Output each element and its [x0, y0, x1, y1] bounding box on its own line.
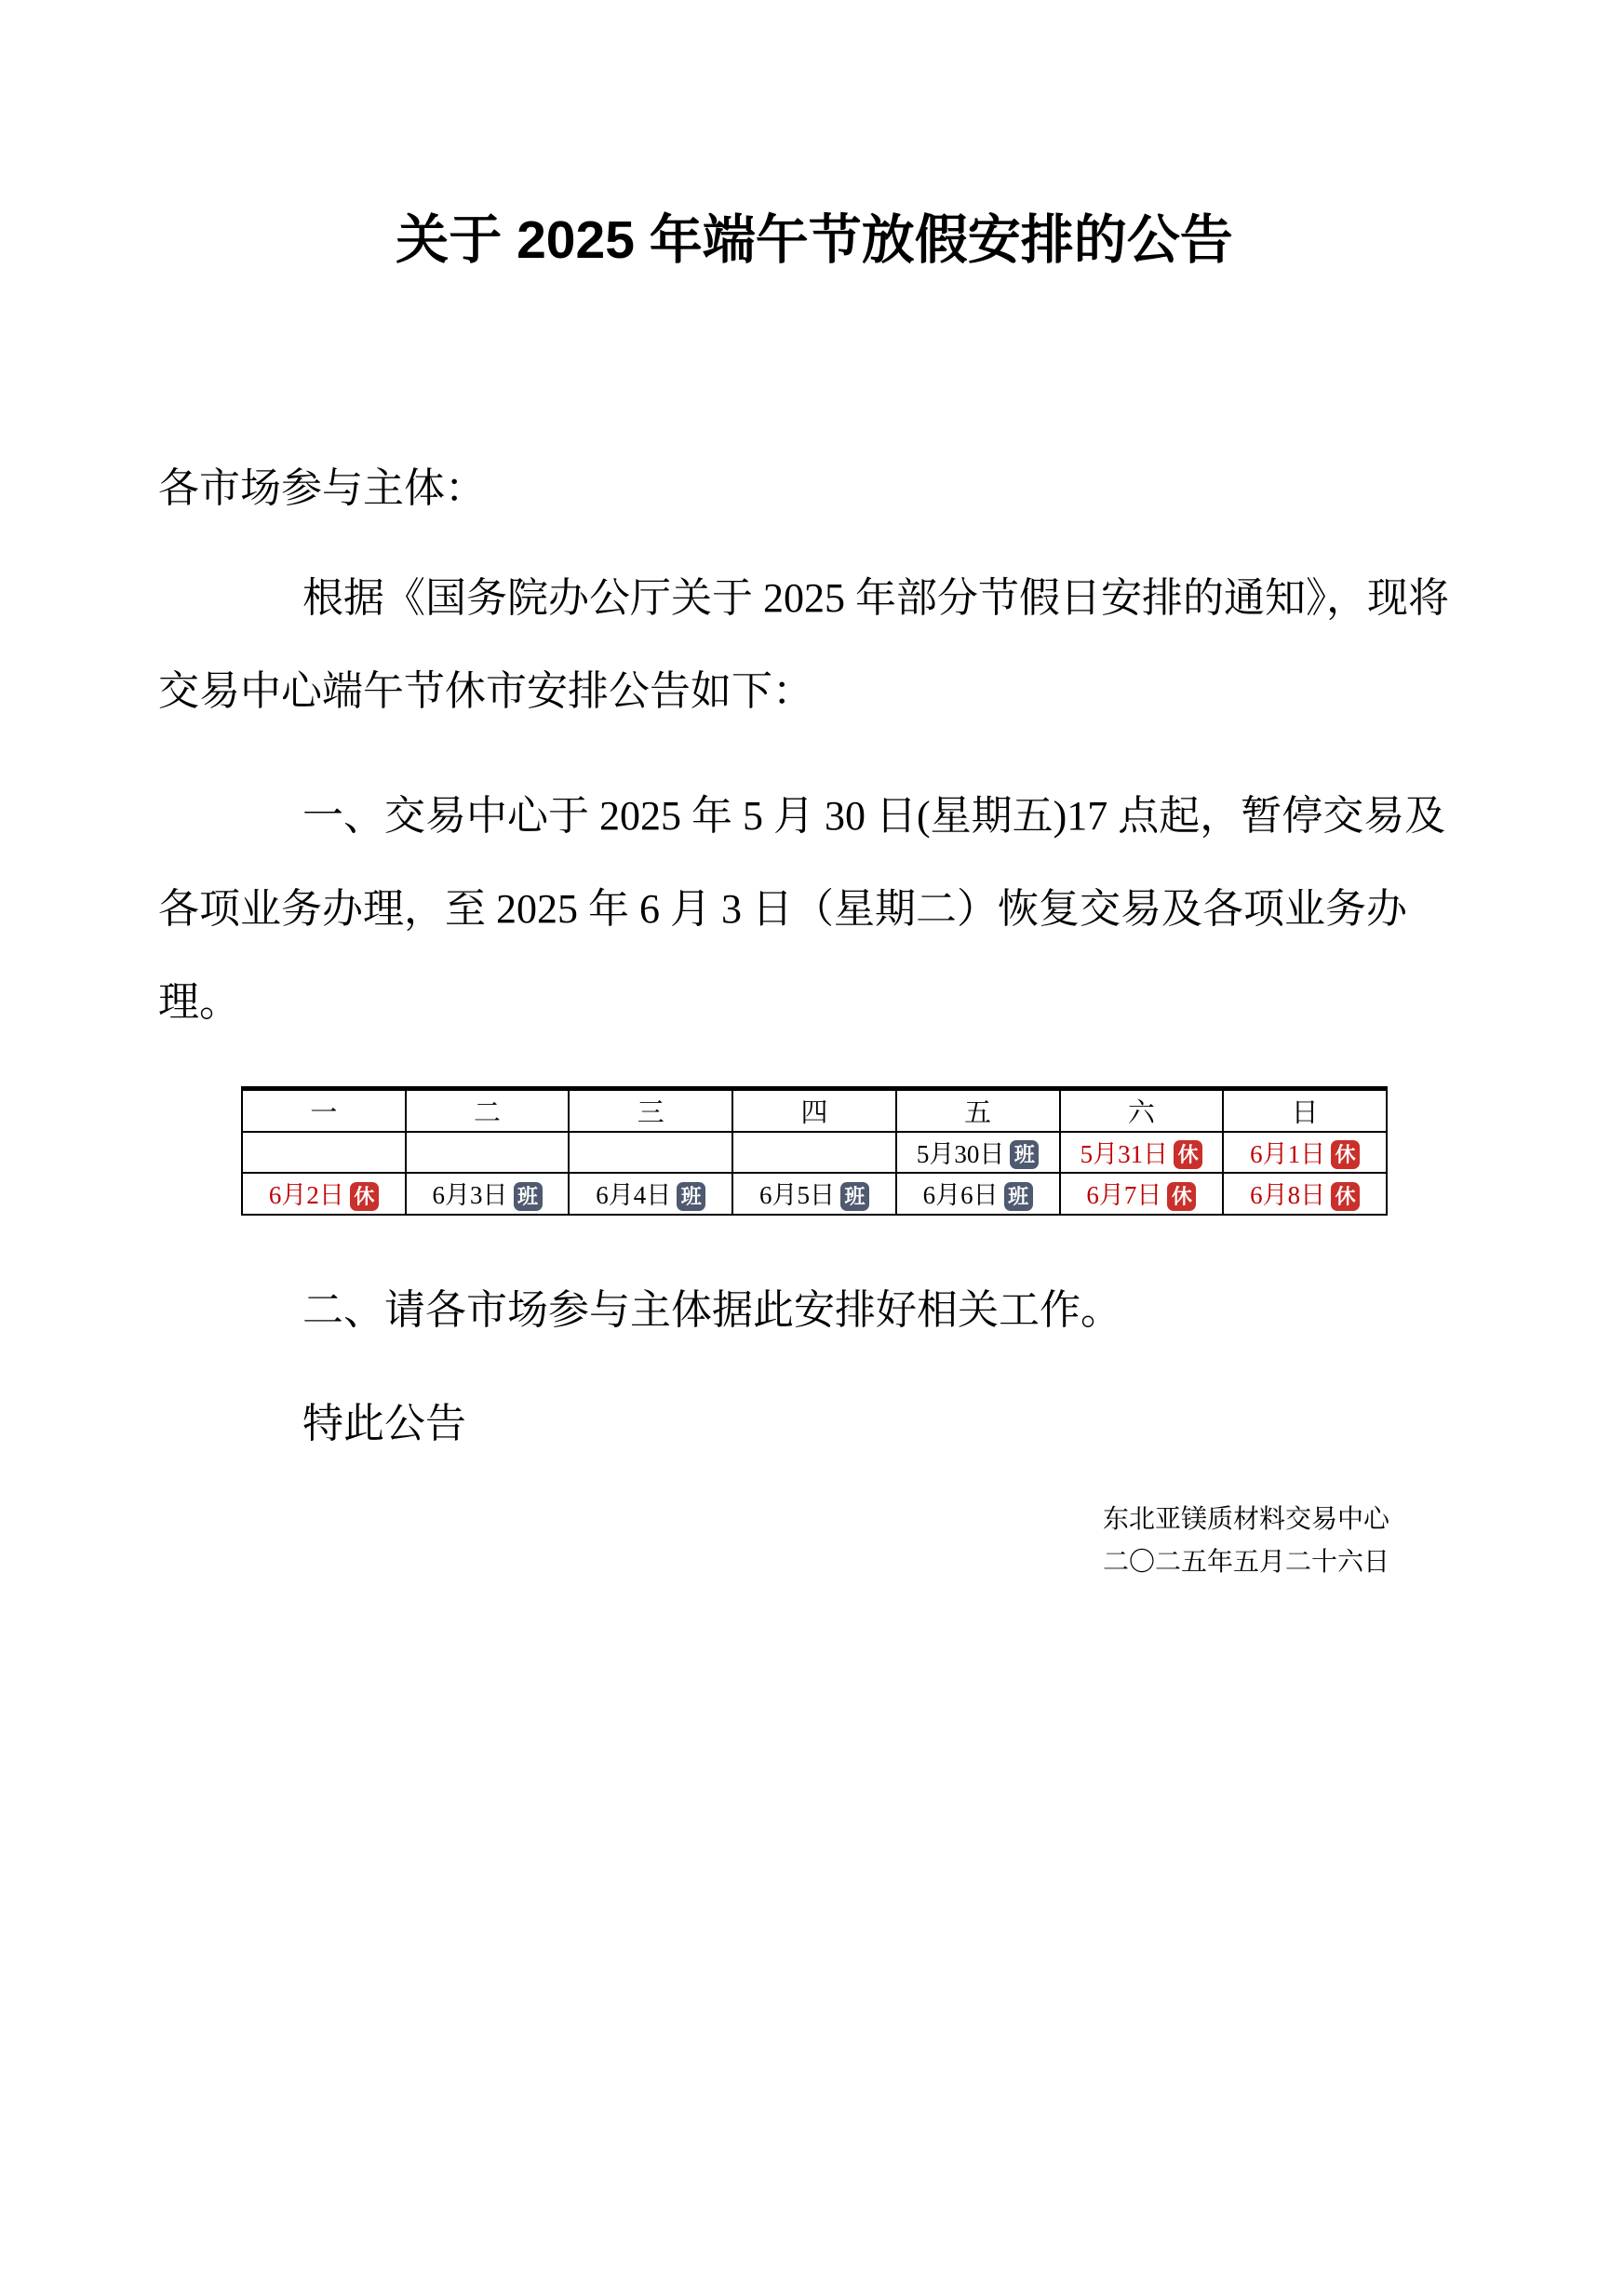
rest-badge: 休 [350, 1182, 379, 1211]
calendar-cell [732, 1173, 896, 1214]
work-badge: 班 [840, 1182, 869, 1211]
rest-badge: 休 [1331, 1140, 1360, 1169]
calendar-weekday-header: 二 [406, 1088, 570, 1132]
work-badge: 班 [1004, 1182, 1033, 1211]
paragraph-intro: 根据《国务院办公厅关于 2025 年部分节假日安排的通知》，现将交易中心端午节休市安排公告如下： [158, 574, 1449, 714]
calendar-cell [1223, 1132, 1387, 1173]
calendar-body [242, 1132, 1387, 1215]
calendar-cell [1060, 1173, 1224, 1214]
holiday-calendar-table [241, 1086, 1388, 1216]
calendar-date: 6月7日 [1086, 1181, 1162, 1210]
calendar-cell [896, 1132, 1060, 1173]
calendar-cell [732, 1132, 896, 1173]
calendar-weekday-header: 一 [242, 1088, 406, 1132]
signature-org: 东北亚镁质材料交易中心 [1102, 1504, 1389, 1534]
calendar-cell [1223, 1173, 1387, 1214]
paragraph-item-2: 二、请各市场参与主体据此安排好相关工作。 [302, 1286, 1121, 1333]
calendar-date: 6月2日 [268, 1181, 344, 1210]
calendar-cell [1060, 1132, 1224, 1173]
calendar-weekday-header: 六 [1060, 1088, 1224, 1132]
salutation: 各市场参与主体： [158, 464, 486, 511]
calendar-cell [569, 1173, 732, 1214]
calendar-cell [406, 1173, 570, 1214]
rest-badge: 休 [1167, 1182, 1196, 1211]
calendar-cell [242, 1173, 406, 1214]
paragraph-item-1: 一、交易中心于 2025 年 5 月 30 日(星期五)17 点起，暂停交易及各项业务办理，至 2025 年 6 月 3 日（星期二）恢复交易及各项业务办理。 [158, 792, 1446, 1025]
signature-date: 二〇二五年五月二十六日 [1102, 1547, 1389, 1577]
calendar-date: 6月5日 [758, 1181, 835, 1210]
work-badge: 班 [514, 1182, 543, 1211]
signature-block [158, 1499, 1470, 1584]
work-badge: 班 [1010, 1140, 1039, 1169]
calendar-date: 6月6日 [922, 1181, 999, 1210]
calendar-weekday-header: 四 [732, 1088, 896, 1132]
calendar-date: 6月8日 [1250, 1181, 1326, 1210]
calendar-date: 6月4日 [596, 1181, 672, 1210]
calendar-cell [569, 1132, 732, 1173]
calendar-date: 5月31日 [1080, 1139, 1169, 1168]
rest-badge: 休 [1331, 1182, 1360, 1211]
calendar-cell [242, 1132, 406, 1173]
calendar-header-row [242, 1088, 1387, 1132]
calendar-cell [406, 1132, 570, 1173]
closing-statement: 特此公告 [302, 1400, 466, 1446]
calendar-date: 5月30日 [916, 1139, 1005, 1168]
calendar-date: 6月3日 [432, 1181, 508, 1210]
table-row [242, 1132, 1387, 1173]
work-badge: 班 [677, 1182, 705, 1211]
table-row [242, 1173, 1387, 1214]
calendar-date: 6月1日 [1250, 1139, 1326, 1168]
calendar-weekday-header: 日 [1223, 1088, 1387, 1132]
calendar-weekday-header: 五 [896, 1088, 1060, 1132]
calendar-weekday-header: 三 [569, 1088, 732, 1132]
calendar-cell [896, 1173, 1060, 1214]
page-title: 关于 2025 年端午节放假安排的公告 [396, 210, 1233, 270]
rest-badge: 休 [1174, 1140, 1202, 1169]
